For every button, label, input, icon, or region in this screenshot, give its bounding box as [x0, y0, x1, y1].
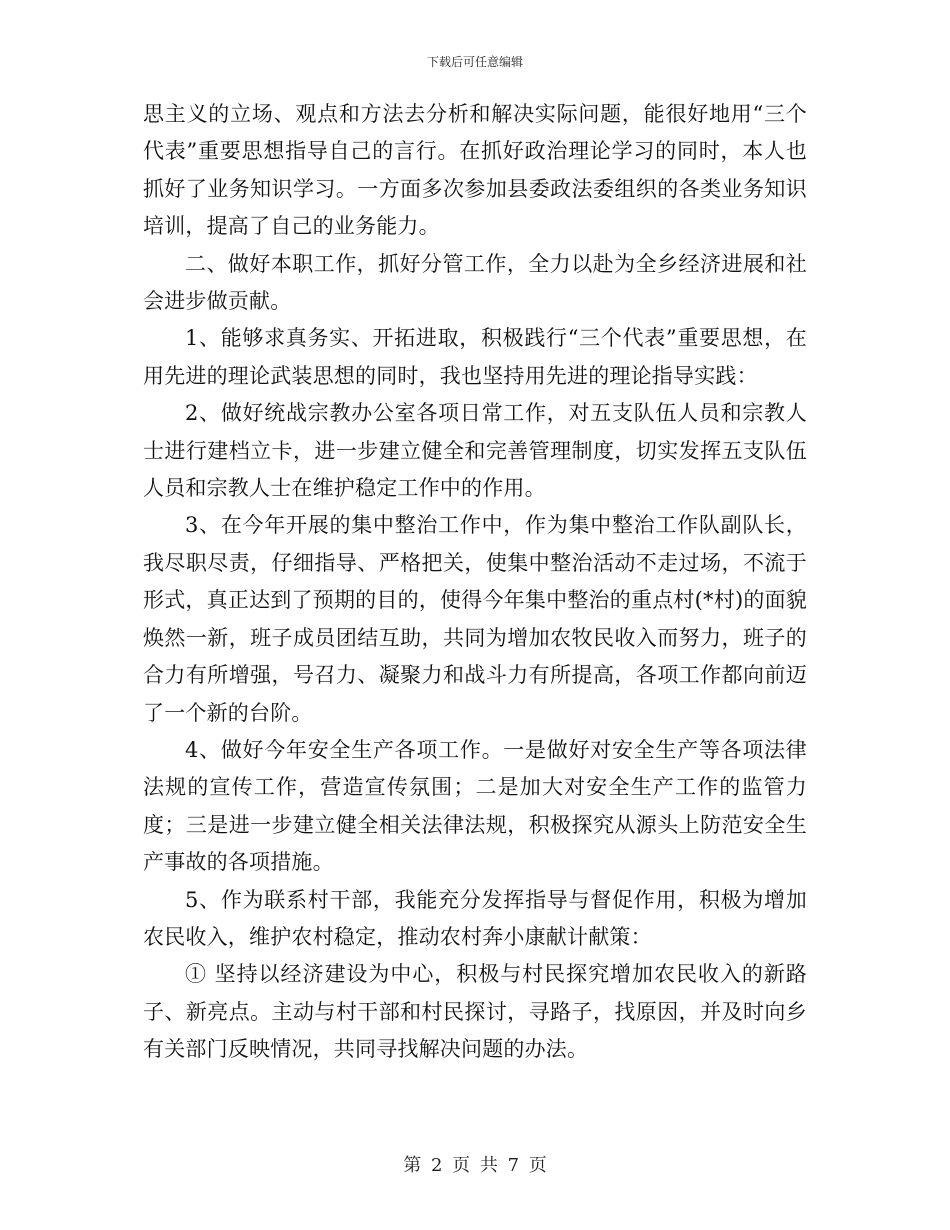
- paragraph-section-heading: 二、做好本职工作，抓好分管工作，全力以赴为全乡经济进展和社会进步做贡献。: [143, 251, 807, 314]
- document-body: [143, 96, 807, 1069]
- paragraph-item-2: 2、做好统战宗教办公室各项日常工作，对五支队伍人员和宗教人士进行建档立卡，进一步建立健全和完善管理制度，切实发挥五支队伍人员和宗教人士在维护稳定工作中的作用。: [143, 401, 807, 501]
- paragraph-subitem-1: ① 坚持以经济建设为中心，积极与村民探究增加农民收入的新路子、新亮点。主动与村干部和村民探讨，寻路子，找原因，并及时向乡有关部门反映情况，共同寻找解决问题的办法。: [143, 962, 807, 1062]
- paragraph-item-3: 3、在今年开展的集中整治工作中，作为集中整治工作队副队长，我尽职尽责，仔细指导、严格把关，使集中整治活动不走过场，不流于形式，真正达到了预期的目的，使得今年集中整治的重点村(*村)的面貌焕然一新，班子成员团结互助，共同为增加农牧民收入而努力，班子的合力有所增强，号召力、凝聚力和战斗力有所提高，各项工作都向前迈了一个新的台阶。: [143, 513, 807, 725]
- paragraph-item-4: 4、做好今年安全生产各项工作。一是做好对安全生产等各项法律法规的宣传工作，营造宣传氛围；二是加大对安全生产工作的监管力度；三是进一步建立健全相关法律法规，积极探究从源头上防范安全生产事故的各项措施。: [143, 737, 807, 875]
- paragraph-item-5: 5、作为联系村干部，我能充分发挥指导与督促作用，积极为增加农民收入，维护农村稳定，推动农村奔小康献计献策：: [143, 887, 807, 949]
- paragraph-continuation: 思主义的立场、观点和方法去分析和解决实际问题，能很好地用“三个代表”重要思想指导自己的言行。在抓好政治理论学习的同时，本人也抓好了业务知识学习。一方面多次参加县委政法委组织的各类业务知识培训，提高了自己的业务能力。: [143, 102, 807, 239]
- page-number-footer: 第 2 页 共 7 页: [403, 1155, 547, 1176]
- paragraph-item-1: 1、能够求真务实、开拓进取，积极践行“三个代表”重要思想，在用先进的理论武装思想的同时，我也坚持用先进的理论指导实践：: [143, 326, 807, 388]
- page-header-note: 下载后可任意编辑: [426, 55, 523, 69]
